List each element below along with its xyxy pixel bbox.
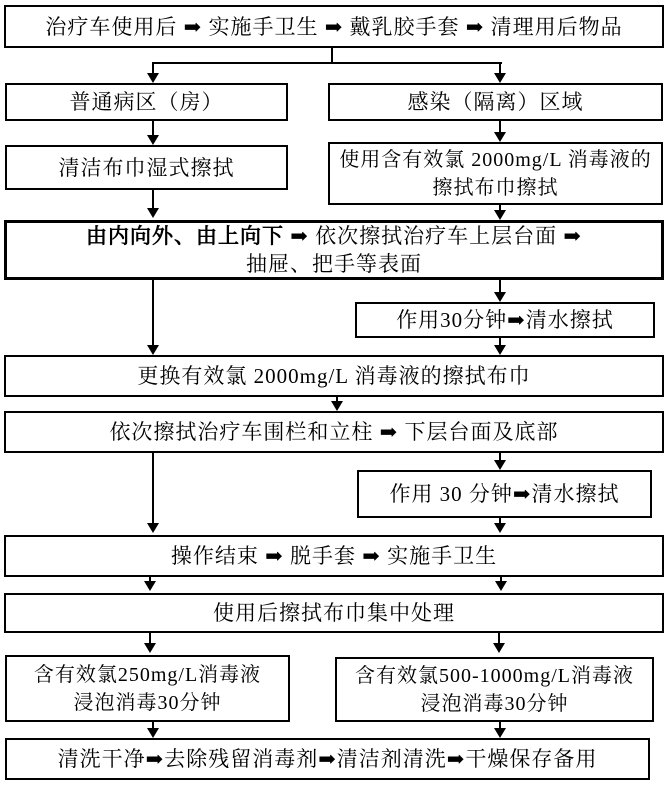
soak-250-line2: 浸泡消毒30分钟 bbox=[73, 691, 222, 714]
general-ward-box bbox=[5, 83, 288, 121]
soak-500-1000-line2: 浸泡消毒30分钟 bbox=[420, 692, 569, 715]
clean-wipe-label: 清洁布巾湿式擦拭 bbox=[58, 155, 235, 180]
arrow-soak-left-to-final bbox=[152, 722, 154, 728]
arrow-right-into-wipe-order bbox=[499, 205, 501, 210]
arrow-rails-to-dwell2 bbox=[499, 453, 501, 460]
final-box bbox=[5, 738, 650, 780]
arrow-replace-to-rails bbox=[336, 397, 338, 401]
step-start-label: 治疗车使用后 ➡ 实施手卫生 ➡ 戴乳胶手套 ➡ 清理用后物品 bbox=[45, 14, 623, 39]
dwell2-box bbox=[357, 470, 652, 518]
arrow-left-into-wipe-order bbox=[152, 190, 154, 208]
arrow-dwell2-to-finish bbox=[499, 518, 501, 523]
clean-wipe-box bbox=[5, 145, 288, 190]
wipe-order-rest-part: ➡ 依次擦拭治疗车上层台面 ➡ bbox=[284, 224, 582, 248]
soak-250-box bbox=[5, 655, 290, 722]
chlorine-wipe-box bbox=[328, 142, 663, 205]
finish-label: 操作结束 ➡ 脱手套 ➡ 实施手卫生 bbox=[170, 544, 498, 568]
arrow-down-right-step bbox=[499, 121, 501, 132]
branch-horizontal-line bbox=[152, 62, 502, 64]
finish-box bbox=[4, 535, 664, 577]
dwell2-label: 作用 30 分钟➡清水擦拭 bbox=[389, 482, 620, 506]
collect-label: 使用后擦拭布巾集中处理 bbox=[213, 601, 455, 625]
arrow-down-to-infection-area bbox=[499, 62, 501, 73]
wipe-rails-label: 依次擦拭治疗车围栏和立柱 ➡ 下层台面及底部 bbox=[109, 420, 559, 444]
step-start-box bbox=[4, 5, 664, 48]
chlorine-wipe-line2: 擦拭布巾擦拭 bbox=[432, 176, 559, 199]
wipe-rails-box bbox=[4, 411, 664, 453]
general-ward-label: 普通病区（房） bbox=[69, 90, 224, 114]
arrow-right-to-dwell1 bbox=[499, 280, 501, 292]
arrow-finish-to-collect-left bbox=[149, 577, 151, 581]
replace-wipe-box bbox=[4, 355, 664, 397]
arrow-finish-to-collect-right bbox=[500, 577, 502, 581]
soak-500-1000-box bbox=[335, 657, 654, 722]
arrow-collect-to-soak-left bbox=[149, 633, 151, 643]
arrow-soak-right-to-final bbox=[499, 722, 501, 728]
replace-wipe-label: 更换有效氯 2000mg/L 消毒液的擦拭布巾 bbox=[137, 364, 531, 388]
arrow-down-to-general-ward bbox=[152, 62, 154, 73]
soak-250-line1: 含有效氯250mg/L消毒液 bbox=[33, 663, 262, 686]
wipe-order-line1 bbox=[86, 222, 582, 250]
wipe-order-box bbox=[4, 220, 664, 280]
chlorine-wipe-line1: 使用含有效氯 2000mg/L 消毒液的 bbox=[339, 148, 652, 171]
wipe-order-bold-part: 由内向外、由上向下 bbox=[86, 224, 285, 248]
arrow-down-left-step bbox=[152, 121, 154, 135]
dwell1-label: 作用30分钟➡清水擦拭 bbox=[396, 308, 614, 332]
infection-area-box bbox=[328, 83, 663, 121]
infection-area-label: 感染（隔离）区域 bbox=[407, 90, 584, 114]
arrow-dwell1-to-replace bbox=[499, 338, 501, 345]
soak-500-1000-line1: 含有效氯500-1000mg/L消毒液 bbox=[355, 664, 634, 687]
wipe-order-line2: 抽屉、把手等表面 bbox=[246, 252, 422, 276]
arrow-collect-to-soak-right bbox=[498, 633, 500, 643]
collect-box bbox=[4, 593, 664, 633]
dwell1-box bbox=[355, 302, 655, 338]
branch-stub-line bbox=[331, 48, 333, 63]
final-label: 清洗干净➡去除残留消毒剂➡清洁剂清洗➡干燥保存备用 bbox=[57, 747, 598, 771]
arrow-left-long-to-finish bbox=[152, 453, 154, 523]
arrow-left-long-to-replace bbox=[152, 280, 154, 345]
